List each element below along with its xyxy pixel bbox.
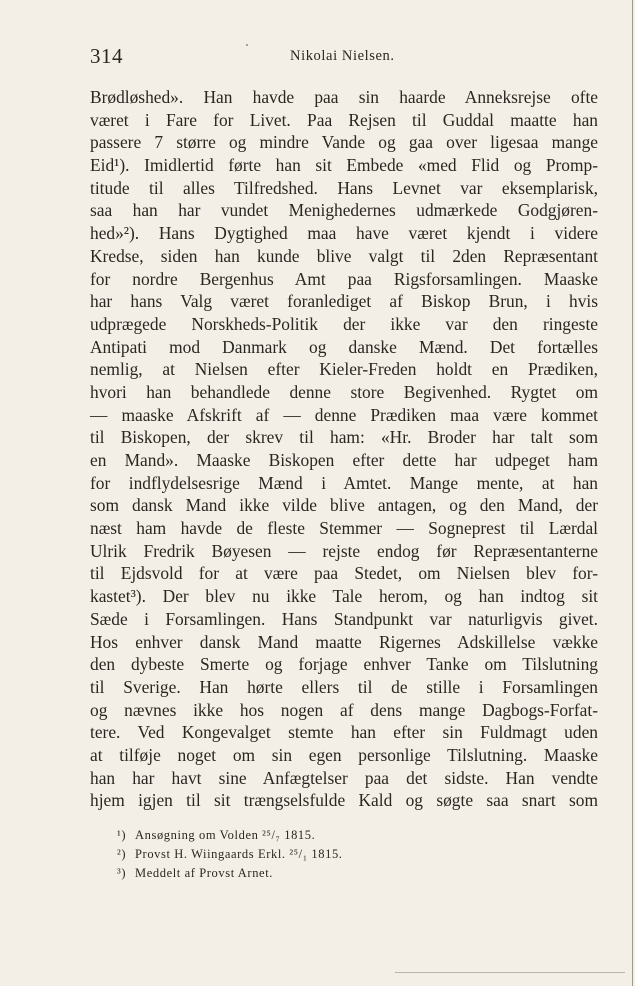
text-line: for indflydelsesrige Mænd i Amtet. Mange mente, at han [90,472,598,493]
text-line: Sæde i Forsamlingen. Hans Standpunkt var naturligvis givet. [90,608,598,629]
text-line: Ulrik Fredrik Bøyesen — rejste endog før Repræsentanterne [90,540,598,561]
text-line: hvori han behandlede denne store Begivenhed. Rygtet om [90,381,598,402]
text-line: kastet³). Der blev nu ikke Tale herom, og han indtog sit [90,586,598,607]
body-text [90,86,598,812]
text-line: nemlig, at Nielsen efter Kieler-Freden holdt en Prædiken, [90,359,598,380]
text-line: passere 7 større og mindre Vande og gaa over ligesaa mange [90,132,598,153]
text-line: til Sverige. Han hørte ellers til de stille i Forsamlingen [90,676,598,697]
text-line: hed»²). Hans Dygtighed maa have været kjendt i videre [90,223,598,244]
footnote-marker: ³) [117,866,127,880]
footnotes [117,826,517,883]
footnote [117,864,517,883]
text-line: som dansk Mand ikke vilde blive antagen, og den Mand, der [90,495,598,516]
text-line: Eid¹). Imidlertid førte han sit Embede «med Flid og Promp- [90,155,598,176]
page-number: 314 [90,44,123,68]
text-line: tere. Ved Kongevalget stemte han efter sin Fuldmagt uden [90,722,598,743]
running-head: Nikolai Nielsen. [290,48,395,64]
text-line: til Ejdsvold for at være paa Stedet, om Nielsen blev for- [90,563,598,584]
text-line: saa han har vundet Menighedernes udmærkede Godgjøren- [90,200,598,221]
footnote [117,826,517,845]
text-line: titude til alles Tilfredshed. Hans Levnet var eksemplarisk, [90,177,598,198]
footnote [117,845,517,864]
scan-smudge [395,972,625,973]
text-line: Kredse, siden han kunde blive valgt til 2den Repræsentant [90,245,598,266]
text-line: — maaske Afskrift af — denne Prædiken maa være kommet [90,404,598,425]
footnote-marker: ²) [117,847,127,861]
text-line: været i Fare for Livet. Paa Rejsen til Guddal maatte han [90,109,598,130]
text-line: har hans Valg været foranlediget af Biskop Brun, i hvis [90,291,598,312]
footnote-marker: ¹) [117,828,127,842]
text-line: den dybeste Smerte og forjage enhver Tanke om Tilslutning [90,654,598,675]
text-line: en Mand». Maaske Biskopen efter dette har udpeget ham [90,450,598,470]
footnote-text: Meddelt af Provst Arnet. [135,866,273,880]
text-line: til Biskopen, der skrev til ham: «Hr. Broder har talt som [90,427,598,448]
text-line: udprægede Norskheds-Politik der ikke var den ringeste [90,313,598,334]
text-line: han har havt sine Anfægtelser paa det sidste. Han vendte [90,767,598,788]
page-header [90,40,598,76]
text-line: og nævnes ikke hos nogen af dens mange Dagbogs-Forfat- [90,699,598,720]
text-line: hjem igjen til sit trængselsfulde Kald og søgte saa snart som [90,790,598,811]
page-edge-line [632,0,633,986]
text-line: Hos enhver dansk Mand maatte Rigernes Adskillelse vække [90,631,598,652]
footnote-text: Provst H. Wiingaards Erkl. ²⁵/₁ 1815. [135,847,343,861]
text-line: Antipati mod Danmark og danske Mænd. Det fortælles [90,336,598,357]
text-line: næst ham havde de fleste Stemmer — Sogneprest til Lærdal [90,518,598,539]
text-line: at tilføje noget om sin egen personlige Tilslutning. Maaske [90,744,598,765]
text-line: Brødløshed». Han havde paa sin haarde Anneksrejse ofte [90,87,598,107]
text-line: for nordre Bergenhus Amt paa Rigsforsamlingen. Maaske [90,268,598,289]
footnote-text: Ansøgning om Volden ²⁵/₇ 1815. [135,828,316,842]
